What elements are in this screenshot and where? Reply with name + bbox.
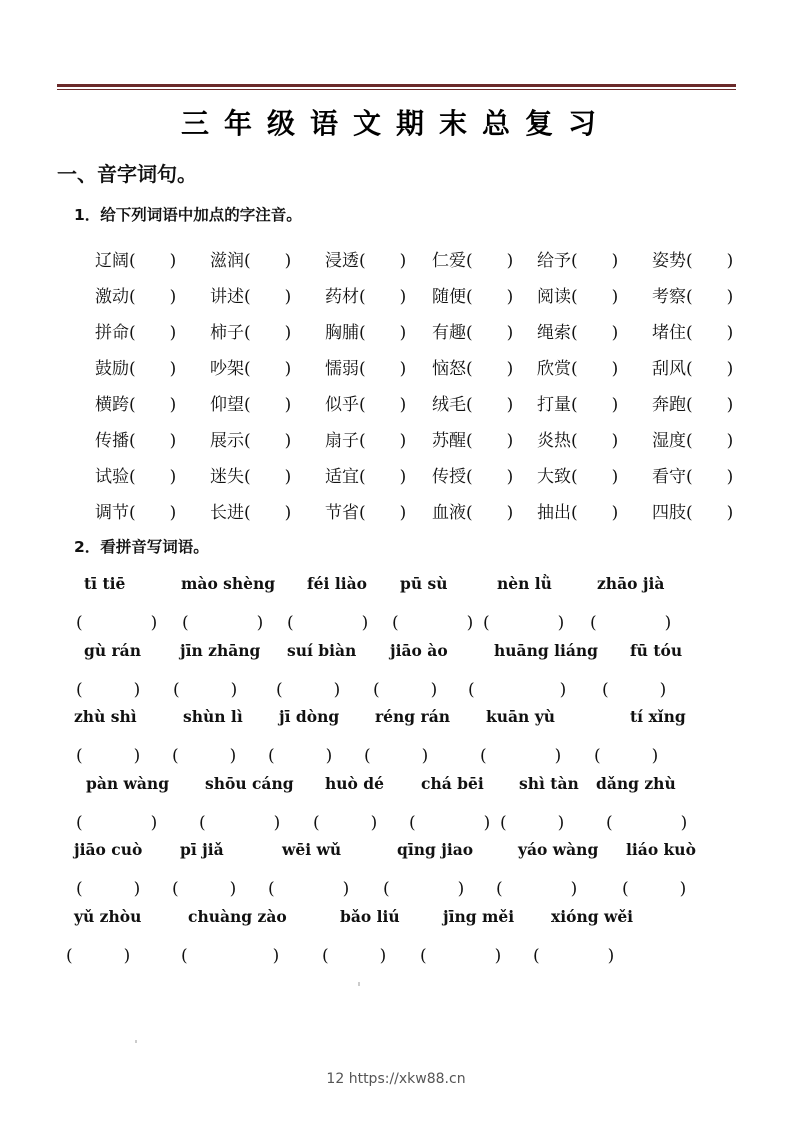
pinyin-word: huò dé — [325, 774, 384, 793]
pinyin-word: jiāo cuò — [74, 840, 143, 859]
section-heading: 一、音字词句。 — [57, 162, 197, 186]
vocab-item: 炎热( ) — [537, 431, 619, 451]
vocab-item: 绒毛( ) — [432, 395, 514, 415]
scan-speck — [358, 982, 360, 986]
answer-bracket: ( ) — [383, 879, 465, 899]
pinyin-word: mào shèng — [181, 574, 276, 593]
vocab-item: 堵住( ) — [652, 323, 734, 343]
pinyin-word: xióng wěi — [551, 907, 634, 926]
vocab-item: 随便( ) — [432, 287, 514, 307]
answer-bracket: ( ) — [480, 746, 562, 766]
pinyin-word: pī jiǎ — [180, 840, 224, 859]
answer-bracket: ( ) — [182, 613, 264, 633]
page-title: 三年级语文期末总复习 — [180, 107, 611, 140]
pinyin-word: chuàng zào — [188, 907, 287, 926]
answer-bracket-line — [0, 808, 792, 834]
vocab-item: 柿子( ) — [210, 323, 292, 343]
vocab-item: 吵架( ) — [210, 359, 292, 379]
pinyin-word: nèn lǜ — [497, 574, 552, 593]
pinyin-word: jīn zhāng — [180, 641, 261, 660]
pinyin-word: wēi wǔ — [282, 840, 342, 859]
answer-bracket: ( ) — [172, 879, 237, 899]
vocab-item: 懦弱( ) — [325, 359, 407, 379]
answer-bracket: ( ) — [533, 946, 615, 966]
answer-bracket: ( ) — [364, 746, 429, 766]
vocab-item: 传授( ) — [432, 467, 514, 487]
answer-bracket: ( ) — [76, 613, 158, 633]
pinyin-word: yáo wàng — [518, 840, 599, 859]
pinyin-word: yǔ zhòu — [74, 907, 142, 926]
pinyin-word: kuān yù — [486, 707, 555, 726]
answer-bracket: ( ) — [594, 746, 659, 766]
vocab-item: 考察( ) — [652, 287, 734, 307]
answer-bracket: ( ) — [392, 613, 474, 633]
vocab-item: 横跨( ) — [95, 395, 177, 415]
pinyin-word: shōu cáng — [205, 774, 294, 793]
vocab-item: 鼓励( ) — [95, 359, 177, 379]
pinyin-word: shì tàn — [519, 774, 579, 793]
answer-bracket: ( ) — [496, 879, 578, 899]
pinyin-line — [0, 907, 792, 933]
answer-bracket: ( ) — [66, 946, 131, 966]
pinyin-word: zhù shì — [74, 707, 137, 726]
answer-bracket: ( ) — [602, 680, 667, 700]
answer-bracket: ( ) — [500, 813, 565, 833]
answer-bracket-line — [0, 874, 792, 900]
vocab-item: 苏醒( ) — [432, 431, 514, 451]
vocab-item: 四肢( ) — [652, 503, 734, 523]
vocab-item: 看守( ) — [652, 467, 734, 487]
answer-bracket-line — [0, 941, 792, 967]
vocab-item: 仰望( ) — [210, 395, 292, 415]
vocab-item: 湿度( ) — [652, 431, 734, 451]
vocab-item: 抽出( ) — [537, 503, 619, 523]
answer-bracket: ( ) — [622, 879, 687, 899]
vocab-item: 滋润( ) — [210, 251, 292, 271]
pinyin-word: jīng měi — [443, 907, 515, 926]
answer-bracket: ( ) — [606, 813, 688, 833]
vocab-item: 阅读( ) — [537, 287, 619, 307]
answer-bracket: ( ) — [468, 680, 567, 700]
vocab-item: 姿势( ) — [652, 251, 734, 271]
vocab-item: 有趣( ) — [432, 323, 514, 343]
scan-speck — [135, 1040, 137, 1043]
vocab-item: 恼怒( ) — [432, 359, 514, 379]
vocab-item: 打量( ) — [537, 395, 619, 415]
answer-bracket: ( ) — [287, 613, 369, 633]
answer-bracket: ( ) — [322, 946, 387, 966]
answer-bracket: ( ) — [373, 680, 438, 700]
vocab-item: 适宜( ) — [325, 467, 407, 487]
pinyin-word: fū tóu — [630, 641, 683, 660]
pinyin-line — [0, 707, 792, 733]
pinyin-word: dǎng zhù — [596, 774, 676, 793]
answer-bracket: ( ) — [76, 746, 141, 766]
answer-bracket: ( ) — [76, 813, 158, 833]
answer-bracket: ( ) — [409, 813, 491, 833]
pinyin-word: jiāo ào — [390, 641, 448, 660]
answer-bracket: ( ) — [590, 613, 672, 633]
vocab-item: 节省( ) — [325, 503, 407, 523]
pinyin-line — [0, 574, 792, 600]
pinyin-word: pū sù — [400, 574, 448, 593]
header-rule-thin — [57, 89, 736, 90]
answer-bracket: ( ) — [268, 879, 350, 899]
vocab-item: 展示( ) — [210, 431, 292, 451]
footer-url: https://xkw88.cn — [348, 1071, 466, 1087]
pinyin-word: huāng liáng — [494, 641, 599, 660]
pinyin-word: féi liào — [307, 574, 367, 593]
answer-bracket-line — [0, 675, 792, 701]
vocab-item: 讲述( ) — [210, 287, 292, 307]
answer-bracket: ( ) — [76, 879, 141, 899]
vocab-item: 扇子( ) — [325, 431, 407, 451]
footer — [0, 1071, 792, 1087]
pinyin-line — [0, 774, 792, 800]
vocab-item: 给予( ) — [537, 251, 619, 271]
question-2-label: 2．看拼音写词语。 — [74, 538, 209, 556]
pinyin-word: chá bēi — [421, 774, 484, 793]
pinyin-word: zhāo jià — [597, 574, 665, 593]
answer-bracket: ( ) — [173, 680, 238, 700]
vocab-item: 胸脯( ) — [325, 323, 407, 343]
pinyin-word: liáo kuò — [626, 840, 696, 859]
vocab-item: 药材( ) — [325, 287, 407, 307]
vocab-item: 仁爱( ) — [432, 251, 514, 271]
pinyin-word: jī dòng — [279, 707, 340, 726]
vocab-item: 刮风( ) — [652, 359, 734, 379]
answer-bracket: ( ) — [276, 680, 341, 700]
answer-bracket: ( ) — [199, 813, 281, 833]
answer-bracket: ( ) — [76, 680, 141, 700]
vocab-item: 绳索( ) — [537, 323, 619, 343]
pinyin-word: shùn lì — [183, 707, 243, 726]
pinyin-word: pàn wàng — [86, 774, 170, 793]
pinyin-word: suí biàn — [287, 641, 357, 660]
answer-bracket-line — [0, 741, 792, 767]
pinyin-word: gù rán — [84, 641, 141, 660]
header-rule — [57, 84, 736, 87]
vocab-item: 拼命( ) — [95, 323, 177, 343]
vocab-item: 欣赏( ) — [537, 359, 619, 379]
answer-bracket: ( ) — [181, 946, 280, 966]
vocab-item: 调节( ) — [95, 503, 177, 523]
page-number: 12 — [326, 1071, 345, 1087]
question-1-label: 1．给下列词语中加点的字注音。 — [74, 206, 302, 224]
vocab-item: 辽阔( ) — [95, 251, 177, 271]
vocab-item: 血液( ) — [432, 503, 514, 523]
pinyin-word: tī tiē — [84, 574, 126, 593]
vocab-item: 迷失( ) — [210, 467, 292, 487]
answer-bracket: ( ) — [268, 746, 333, 766]
vocab-item: 浸透( ) — [325, 251, 407, 271]
answer-bracket: ( ) — [483, 613, 565, 633]
answer-bracket: ( ) — [313, 813, 378, 833]
pinyin-line — [0, 641, 792, 667]
pinyin-word: qīng jiao — [397, 840, 474, 859]
pinyin-line — [0, 840, 792, 866]
vocab-item: 奔跑( ) — [652, 395, 734, 415]
pinyin-word: tí xǐng — [630, 707, 686, 726]
answer-bracket: ( ) — [420, 946, 502, 966]
pinyin-word: réng rán — [375, 707, 451, 726]
vocab-item: 似乎( ) — [325, 395, 407, 415]
vocab-item: 大致( ) — [537, 467, 619, 487]
answer-bracket-line — [0, 608, 792, 634]
vocab-item: 激动( ) — [95, 287, 177, 307]
vocab-item: 传播( ) — [95, 431, 177, 451]
vocab-item: 长进( ) — [210, 503, 292, 523]
answer-bracket: ( ) — [172, 746, 237, 766]
vocab-item: 试验( ) — [95, 467, 177, 487]
pinyin-word: bǎo liú — [340, 907, 400, 926]
